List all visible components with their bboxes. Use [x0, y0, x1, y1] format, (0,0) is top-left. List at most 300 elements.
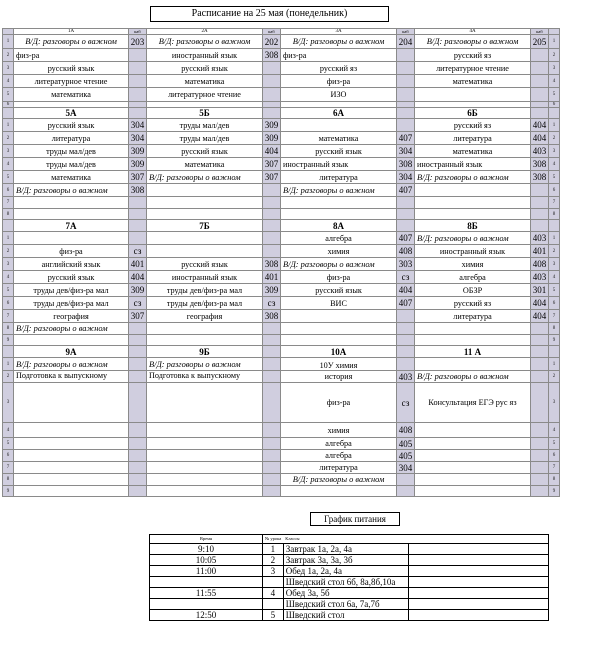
lesson-number [549, 346, 560, 358]
lesson-number: 4 [3, 423, 14, 438]
subject-cell [281, 119, 397, 132]
food-row [150, 588, 549, 599]
room-cell [531, 209, 549, 220]
room-cell [263, 358, 281, 371]
food-classes: Завтрак 1а, 2а, 4а [283, 544, 408, 555]
room-cell [531, 75, 549, 88]
room-cell: 309 [129, 158, 147, 171]
food-schedule-table [149, 534, 549, 621]
lesson-number: 8 [549, 209, 560, 220]
subject-cell: иностранный язык [415, 245, 531, 258]
lesson-number: 6 [549, 184, 560, 197]
subject-cell: русский язык [147, 62, 263, 75]
room-header [397, 108, 415, 119]
food-lesson-number: 2 [263, 555, 284, 566]
lesson-row [3, 258, 560, 271]
food-header-row [150, 535, 549, 544]
subject-cell [14, 486, 129, 497]
subject-cell: В/Д: разговоры о важном [415, 35, 531, 49]
lesson-number: 6 [549, 102, 560, 108]
subject-cell: Консультация ЕГЭ рус яз [415, 383, 531, 423]
room-header [531, 220, 549, 232]
room-cell [129, 423, 147, 438]
subject-cell: труды дев/физ-ра мал [147, 297, 263, 310]
subject-cell [281, 486, 397, 497]
class-name: 8А [281, 220, 397, 232]
room-cell [263, 383, 281, 423]
subject-cell [147, 323, 263, 335]
class-name: 7А [14, 220, 129, 232]
subject-cell: химия [281, 423, 397, 438]
room-cell [129, 462, 147, 474]
subject-cell [14, 450, 129, 462]
subject-cell: математика [14, 88, 129, 102]
room-cell [129, 197, 147, 209]
subject-cell [281, 197, 397, 209]
subject-cell: русский язык [281, 284, 397, 297]
subject-cell: ИЗО [281, 88, 397, 102]
subject-cell: В/Д: разговоры о важном [415, 232, 531, 245]
room-header [129, 346, 147, 358]
lesson-row [3, 158, 560, 171]
food-classes: Шведский стол 6а, 7а,7б [283, 599, 408, 610]
subject-cell: химия [281, 245, 397, 258]
room-cell: 203 [129, 35, 147, 49]
room-header: каб [263, 29, 281, 35]
subject-cell: география [147, 310, 263, 323]
class-header-row [3, 220, 560, 232]
room-header [531, 346, 549, 358]
class-name: 6А [281, 108, 397, 119]
lesson-number: 2 [3, 371, 14, 383]
food-empty [408, 566, 548, 577]
lesson-number: 4 [549, 271, 560, 284]
room-cell: 407 [397, 297, 415, 310]
class-name: 9Б [147, 346, 263, 358]
subject-cell: В/Д: разговоры о важном [14, 184, 129, 197]
room-cell [129, 371, 147, 383]
room-cell [129, 438, 147, 450]
food-row [150, 555, 549, 566]
subject-cell: физ-ра [281, 271, 397, 284]
subject-cell [415, 197, 531, 209]
lesson-number: 1 [3, 119, 14, 132]
room-cell [263, 486, 281, 497]
subject-cell: русский язык [14, 62, 129, 75]
lesson-number: 5 [549, 284, 560, 297]
room-cell: 205 [531, 35, 549, 49]
subject-cell [147, 474, 263, 486]
room-cell: 304 [397, 145, 415, 158]
room-cell: сз [129, 245, 147, 258]
room-cell: 403 [531, 232, 549, 245]
subject-cell [147, 184, 263, 197]
room-cell: 403 [397, 371, 415, 383]
room-cell [531, 358, 549, 371]
room-cell [129, 75, 147, 88]
subject-cell: русский язык [147, 145, 263, 158]
lesson-row [3, 423, 560, 438]
food-lesson-number [263, 599, 284, 610]
subject-cell: В/Д: разговоры о важном [147, 358, 263, 371]
room-header [263, 220, 281, 232]
room-header [263, 346, 281, 358]
room-cell: 404 [263, 145, 281, 158]
food-empty [408, 599, 548, 610]
room-cell: 407 [397, 184, 415, 197]
subject-cell [147, 450, 263, 462]
lesson-number [549, 108, 560, 119]
room-cell [531, 438, 549, 450]
subject-cell [281, 335, 397, 346]
room-cell [531, 88, 549, 102]
room-cell: 403 [531, 145, 549, 158]
room-cell: сз [397, 383, 415, 423]
lesson-row [3, 323, 560, 335]
lesson-number: 6 [549, 450, 560, 462]
food-header-time: Время [150, 535, 263, 544]
room-cell: 408 [531, 258, 549, 271]
lesson-number: 3 [3, 145, 14, 158]
subject-cell: русский язык [281, 145, 397, 158]
room-cell: 301 [531, 284, 549, 297]
room-cell [129, 474, 147, 486]
subject-cell [147, 383, 263, 423]
subject-cell: алгебра [281, 232, 397, 245]
lesson-number: 2 [549, 49, 560, 62]
lesson-number: 7 [3, 310, 14, 323]
subject-cell [415, 358, 531, 371]
subject-cell: химия [415, 258, 531, 271]
lesson-number [3, 220, 14, 232]
room-cell [263, 423, 281, 438]
lesson-row [3, 462, 560, 474]
subject-cell: математика [147, 75, 263, 88]
room-cell [263, 245, 281, 258]
lesson-number: 6 [549, 297, 560, 310]
lesson-number: 4 [3, 75, 14, 88]
subject-cell [415, 88, 531, 102]
lesson-number: 7 [549, 462, 560, 474]
room-cell [397, 75, 415, 88]
room-cell [531, 450, 549, 462]
food-classes: Обед 1а, 2а, 4а [283, 566, 408, 577]
room-cell [263, 462, 281, 474]
room-cell: 304 [397, 462, 415, 474]
room-cell: 407 [397, 232, 415, 245]
room-cell: 401 [531, 245, 549, 258]
room-cell: 308 [263, 258, 281, 271]
lesson-number: 7 [3, 462, 14, 474]
room-cell: 308 [263, 49, 281, 62]
food-lesson-number [263, 577, 284, 588]
room-cell: 309 [263, 284, 281, 297]
subject-cell: ВИС [281, 297, 397, 310]
class-name: 2А [147, 29, 263, 35]
food-row [150, 577, 549, 588]
lesson-row [3, 371, 560, 383]
lesson-number: 4 [549, 75, 560, 88]
subject-cell: иностранный язык [415, 158, 531, 171]
class-name: 10А [281, 346, 397, 358]
lesson-number: 1 [3, 232, 14, 245]
subject-cell [147, 245, 263, 258]
room-cell [531, 197, 549, 209]
subject-cell: труды мал/дев [14, 145, 129, 158]
subject-cell: литература [415, 310, 531, 323]
subject-cell [147, 486, 263, 497]
food-header-classes: Классы [283, 535, 548, 544]
lesson-number: 1 [549, 119, 560, 132]
lesson-number: 5 [549, 171, 560, 184]
class-header-row [3, 108, 560, 119]
lesson-number: 9 [549, 486, 560, 497]
subject-cell: математика [14, 171, 129, 184]
room-cell: 401 [263, 271, 281, 284]
subject-cell: русский язык [147, 258, 263, 271]
room-cell [531, 184, 549, 197]
subject-cell [415, 438, 531, 450]
lesson-row [3, 358, 560, 371]
room-cell [263, 197, 281, 209]
lesson-number: 4 [549, 423, 560, 438]
subject-cell [147, 438, 263, 450]
room-cell [129, 209, 147, 220]
room-cell: 304 [397, 171, 415, 184]
subject-cell: физ-ра [281, 75, 397, 88]
subject-cell: русский язык [14, 271, 129, 284]
subject-cell: география [14, 310, 129, 323]
room-cell: 303 [397, 258, 415, 271]
class-name: 7Б [147, 220, 263, 232]
room-cell [129, 383, 147, 423]
room-cell [397, 197, 415, 209]
subject-cell [14, 232, 129, 245]
room-cell: 309 [263, 119, 281, 132]
lesson-number: 2 [3, 132, 14, 145]
lesson-row [3, 75, 560, 88]
room-cell [129, 88, 147, 102]
lesson-row [3, 486, 560, 497]
lesson-number: 8 [549, 323, 560, 335]
room-cell: 307 [263, 158, 281, 171]
food-time: 10:05 [150, 555, 263, 566]
room-cell: 309 [129, 284, 147, 297]
subject-cell: алгебра [281, 450, 397, 462]
subject-cell [281, 209, 397, 220]
subject-cell: английский язык [14, 258, 129, 271]
room-cell: 304 [129, 132, 147, 145]
food-lesson-number: 5 [263, 610, 284, 621]
room-cell [129, 450, 147, 462]
subject-cell: иностранный язык [281, 158, 397, 171]
lesson-number: 9 [3, 335, 14, 346]
room-header: каб [397, 29, 415, 35]
class-name: 4А [415, 29, 531, 35]
subject-cell [415, 450, 531, 462]
subject-cell [147, 232, 263, 245]
room-cell: 308 [397, 158, 415, 171]
subject-cell: труды мал/дев [147, 119, 263, 132]
subject-cell: русский яз [415, 49, 531, 62]
room-cell [263, 323, 281, 335]
subject-cell [415, 335, 531, 346]
room-cell: 404 [531, 119, 549, 132]
room-header: каб [531, 29, 549, 35]
subject-cell: труды дев/физ-ра мал [14, 284, 129, 297]
subject-cell [415, 184, 531, 197]
subject-cell: иностранный язык [147, 49, 263, 62]
room-cell [397, 62, 415, 75]
lesson-number: 5 [549, 88, 560, 102]
subject-cell [14, 197, 129, 209]
lesson-number: 1 [3, 358, 14, 371]
room-cell: 308 [531, 171, 549, 184]
room-cell: 307 [263, 171, 281, 184]
subject-cell: физ-ра [281, 49, 397, 62]
food-lesson-number: 3 [263, 566, 284, 577]
subject-cell: труды дев/физ-ра мал [14, 297, 129, 310]
room-cell [531, 423, 549, 438]
subject-cell [415, 209, 531, 220]
room-header [397, 220, 415, 232]
lesson-number [3, 108, 14, 119]
room-cell: 404 [531, 310, 549, 323]
room-cell [397, 486, 415, 497]
lesson-number: 2 [3, 245, 14, 258]
room-cell: 404 [129, 271, 147, 284]
subject-cell: русский яз [281, 62, 397, 75]
food-row [150, 544, 549, 555]
subject-cell [415, 423, 531, 438]
class-name: 3А [281, 29, 397, 35]
subject-cell [14, 423, 129, 438]
lesson-number: 4 [3, 271, 14, 284]
subject-cell: Подготовка к выпускному [147, 371, 263, 383]
lesson-number: 5 [549, 438, 560, 450]
room-cell [129, 232, 147, 245]
lesson-number [3, 346, 14, 358]
subject-cell [281, 310, 397, 323]
subject-cell: алгебра [415, 271, 531, 284]
room-header [531, 108, 549, 119]
room-cell [531, 371, 549, 383]
subject-cell: иностранный язык [147, 271, 263, 284]
room-cell [263, 474, 281, 486]
room-cell [531, 474, 549, 486]
lesson-number: 5 [3, 88, 14, 102]
lesson-number: 8 [3, 209, 14, 220]
subject-cell: В/Д: разговоры о важном [415, 171, 531, 184]
room-cell [129, 335, 147, 346]
room-cell: сз [263, 297, 281, 310]
room-cell [397, 49, 415, 62]
subject-cell: В/Д: разговоры о важном [14, 35, 129, 49]
lesson-number [549, 220, 560, 232]
room-cell: 404 [531, 297, 549, 310]
room-cell: 307 [129, 310, 147, 323]
lesson-number: 3 [3, 383, 14, 423]
room-header [129, 220, 147, 232]
class-header-row [3, 346, 560, 358]
lesson-number: 9 [549, 335, 560, 346]
lesson-number: 6 [3, 184, 14, 197]
food-empty [408, 577, 548, 588]
room-cell: 403 [531, 271, 549, 284]
food-time: 11:55 [150, 588, 263, 599]
food-classes: Обед 3а, 5б [283, 588, 408, 599]
room-cell [129, 358, 147, 371]
room-cell: 309 [129, 145, 147, 158]
lesson-row [3, 335, 560, 346]
subject-cell [14, 209, 129, 220]
room-cell: сз [129, 297, 147, 310]
lesson-number: 7 [3, 197, 14, 209]
lesson-number: 1 [549, 35, 560, 49]
lesson-row [3, 310, 560, 323]
lesson-number: 7 [549, 310, 560, 323]
lesson-row [3, 383, 560, 423]
room-cell: 405 [397, 438, 415, 450]
lesson-row [3, 49, 560, 62]
subject-cell [415, 323, 531, 335]
lesson-number: 6 [3, 102, 14, 108]
room-cell [531, 462, 549, 474]
class-name: 5А [14, 108, 129, 119]
food-classes: Шведский стол [283, 610, 408, 621]
class-name: 9А [14, 346, 129, 358]
room-cell: 408 [397, 245, 415, 258]
subject-cell: математика [415, 75, 531, 88]
lesson-row [3, 450, 560, 462]
class-name: 5Б [147, 108, 263, 119]
subject-cell: физ-ра [14, 245, 129, 258]
lesson-number: 5 [3, 171, 14, 184]
lesson-row [3, 145, 560, 158]
room-cell [263, 75, 281, 88]
room-cell [397, 88, 415, 102]
room-cell [531, 323, 549, 335]
subject-cell: физ-ра [281, 383, 397, 423]
subject-cell [147, 197, 263, 209]
room-header [263, 108, 281, 119]
room-cell [129, 486, 147, 497]
food-schedule-title: График питания [310, 512, 400, 526]
room-cell [263, 335, 281, 346]
lesson-row [3, 119, 560, 132]
subject-cell: В/Д: разговоры о важном [281, 258, 397, 271]
lesson-row [3, 284, 560, 297]
lesson-number: 7 [549, 197, 560, 209]
food-lesson-number: 4 [263, 588, 284, 599]
subject-cell [147, 423, 263, 438]
subject-cell [415, 486, 531, 497]
food-empty [408, 610, 548, 621]
lesson-number: 1 [549, 232, 560, 245]
subject-cell: математика [147, 158, 263, 171]
subject-cell: В/Д: разговоры о важном [14, 323, 129, 335]
lesson-row [3, 209, 560, 220]
lesson-row [3, 297, 560, 310]
food-row [150, 610, 549, 621]
room-cell: сз [397, 271, 415, 284]
lesson-number: 2 [549, 132, 560, 145]
subject-cell: Подготовка к выпускному [14, 371, 129, 383]
lesson-row [3, 35, 560, 49]
subject-cell: русский язык [14, 119, 129, 132]
room-cell [263, 232, 281, 245]
lesson-number: 8 [3, 323, 14, 335]
